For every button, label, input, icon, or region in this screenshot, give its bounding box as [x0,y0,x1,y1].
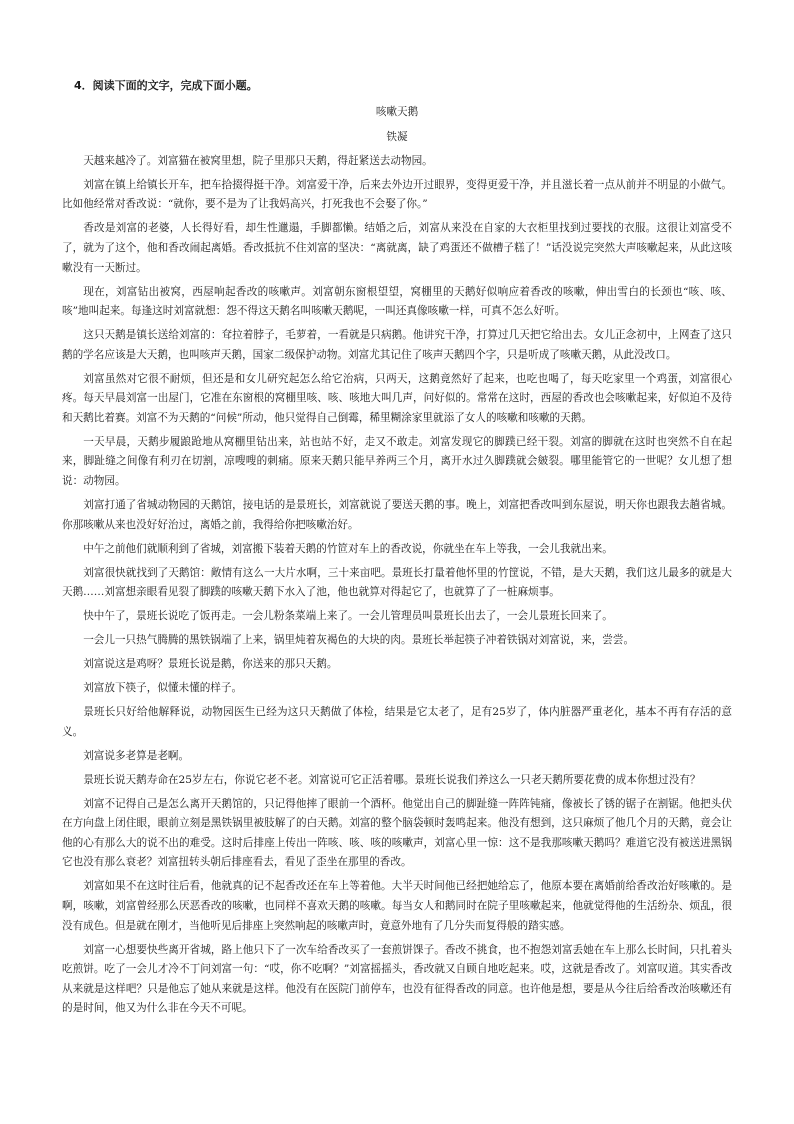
article-body [62,152,732,1019]
article-paragraph: 刘富虽然对它很不耐烦，但还是和女儿研究起怎么给它治病，只两天，这鹅竟然好了起来，也吃也喝了，每天吃家里一个鸡蛋，刘富很心疼。每天早晨刘富一出屋门，它准在东窗根的窝棚里咳、咳、咳地大叫几声，问好似的。常常在这时，西屋的香改也会咳嗽起来，好似迫不及待和天鹅比着赛。刘富不为天鹅的“问候”所动，他只觉得自己倒霉，稀里糊涂家里就添了女人的咳嗽和咳嗽的天鹅。 [62,372,732,424]
article-paragraph: 一会儿一只热气腾腾的黑铁锅端了上来，锅里炖着灰褐色的大块的肉。景班长举起筷子冲着铁锅对刘富说，来，尝尝。 [83,634,635,647]
article-paragraph: 刘富放下筷子，似懂未懂的样子。 [83,682,243,695]
article-paragraph: 刘富如果不在这时往后看，他就真的记不起香改还在车上等着他。大半天时间他已经把她给忘了，他原本要在离婚前给香改治好咳嗽的。是啊，咳嗽，刘富曾经那么厌恶香改的咳嗽，也同样不喜欢天鹅的咳嗽。每当女人和鹅同时在院子里咳嗽起来，他就觉得他的生活纷杂、烦乱，很没有成色。但是就在刚才，当他听见后排座上突然响起的咳嗽声时，竟意外地有了几分失而复得般的踏实感。 [62,880,732,932]
article-paragraph: 中午之前他们就顺利到了省城，刘富搬下装着天鹅的竹笸对车上的香改说，你就坐在车上等我，一会儿我就出来。 [83,542,613,555]
article-paragraph: 景班长只好给他解释说，动物园医生已经为这只天鹅做了体检，结果是它太老了，足有25岁了，体内脏器严重老化，基本不再有存活的意义。 [62,706,732,738]
article-paragraph: 香改是刘富的老婆，人长得好看，却生性邋遢，手脚都懒。结婚之后，刘富从来没在自家的大衣柜里找到过要找的衣服。这很让刘富受不了，就为了这个，他和香改闹起离婚。香改抵抗不住刘富的坚决：“离就离，缺了鸡蛋还不做槽子糕了！”话没说完突然大声咳嗽起来，从此这咳嗽没有一天断过。 [62,222,732,274]
article-paragraph: 天越来越冷了。刘富猫在被窝里想，院子里那只天鹅，得赶紧送去动物园。 [83,154,433,167]
article-paragraph: 刘富打通了省城动物园的天鹅馆，接电话的是景班长，刘富就说了要送天鹅的事。晚上，刘富把香改叫到东屋说，明天你也跟我去趟省城。你那咳嗽从来也没好好治过，离婚之前，我得给你把咳嗽治好。 [62,499,732,531]
article-paragraph: 刘富一心想要快些离开省城，路上他只下了一次车给香改买了一套煎饼馃子。香改不挑食，也不抱怨刘富丢她在车上那么长时间，只扎着头吃煎饼。吃了一会儿才冷不丁问刘富一句：“哎，你不吃啊？”刘富摇摇头，香改就又自顾自地吃起来。哎，这就是香改了。刘富叹道。其实香改从来就是这样吧？只是他忘了她从来就是这样。他没有在医院门前停车，也没有征得香改的同意。也许他是想，要是从今往后给香改治咳嗽还有的是时间，他又为什么非在今天不可呢。 [62,943,732,1015]
article-paragraph: 刘富很快就找到了天鹅馆：敞情有这么一大片水啊，三十来亩吧。景班长打量着他怀里的竹筐说，不错，是大天鹅，我们这儿最多的就是大天鹅……刘富想亲眼看见裂了脚蹼的咳嗽天鹅下水入了池，他也就算对得起它了，也就算了了一桩麻烦事。 [62,566,732,599]
article-author: 铁凝 [386,131,408,144]
article-paragraph: 刘富在镇上给镇长开车，把车拾掇得挺干净。刘富爱干净，后来去外边开过眼界，变得更爱干净，并且滋长着一点从前并不明显的小做气。比如他经常对香改说：“就你，要不是为了让我妈高兴，打死我也不会娶了你。” [62,178,732,211]
article-paragraph: 刘富说多老算是老啊。 [83,749,190,762]
article-paragraph: 快中午了，景班长说吃了饭再走。一会儿粉条菜端上来了。一会儿管理员叫景班长出去了，一会儿景班长回来了。 [83,610,613,623]
article-paragraph: 刘富说这是鸡呀？景班长说是鹅，你送来的那只天鹅。 [83,658,338,671]
article-paragraph: 一天早晨，天鹅步履踉跄地从窝棚里钻出来，站也站不好，走又不敢走。刘富发现它的脚蹼已经干裂。刘富的脚就在这时也突然不自在起来，脚趾缝之间像有利刃在切割，凉嗖嗖的刺痛。原来天鹅只能早养两三个月，离开水过久脚蹼就会皴裂。哪里能管它的一世呢？女儿想了想说：动物园。 [62,435,732,488]
article-paragraph: 刘富不记得自己是怎么离开天鹅馆的，只记得他摔了眼前一个酒杯。他觉出自己的脚趾缝一阵阵钝痛，像被长了锈的锯子在割锯。他把头伏在方向盘上闭住眼，眼前立刻是黑铁锅里被肢解了的白天鹅。刘富的整个脑袋顿时轰鸣起来。他没有想到，这只麻烦了他几个月的天鹅，竟会让他的心有那么大的说不出的难受。这时后排座上传出一阵咳、咳、咳的咳嗽声，刘富心里一惊：这不是我那咳嗽天鹅吗？难道它没有被送进黑锅它也没有那么衰老？刘富扭转头朝后排座看去，看见了歪坐在那里的香改。 [62,797,732,869]
article-paragraph: 景班长说天鹅寿命在25岁左右，你说它老不老。刘富说可它正活着哪。景班长说我们养这么一只老天鹅所要花费的成本你想过没有？ [83,773,701,786]
article-paragraph: 现在，刘富钻出被窝，西屋响起香改的咳嗽声。刘富朝东窗根望望，窝棚里的天鹅好似响应着香改的咳嗽，伸出雪白的长颈也“咳、咳、咳”地叫起来。每逢这时刘富就想：怨不得这天鹅名叫咳嗽天鹅呢，一叫还真像咳嗽一样，可真不怎么好听。 [62,285,732,318]
article-title: 咳嗽天鹅 [375,105,419,118]
question-heading: 4．阅读下面的文字，完成下面小题。 [74,79,258,92]
article-paragraph: 这只天鹅是镇长送给刘富的：耷拉着脖子，毛萝着，一看就是只病鹅。他讲究干净，打算过几天把它给出去。女儿正念初中，上网查了这只鹅的学名应该是大天鹅，也叫咳声天鹅，国家二级保护动物。刘富尤其记住了咳声天鹅四个字，只是听成了咳嗽天鹅，从此没改口。 [62,329,732,361]
